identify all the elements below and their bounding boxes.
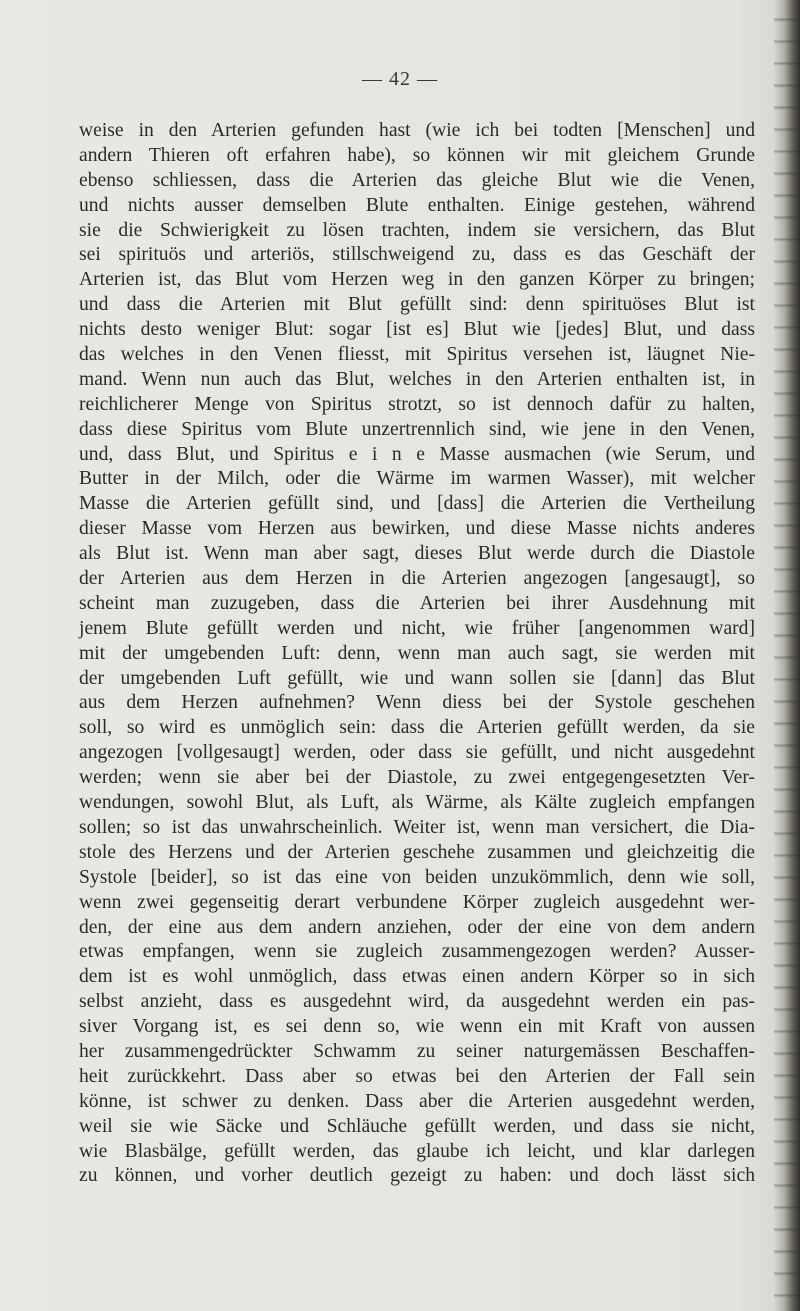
text-line: selbst anzieht, dass es ausgedehnt wird, da ausgedehnt werden ein pas- <box>79 991 755 1013</box>
text-line: dem ist es wohl unmöglich, dass etwas einen andern Körper so in sich <box>79 966 755 988</box>
body-text <box>79 119 755 1189</box>
text-line: wie Blasbälge, gefüllt werden, das glaube ich leicht, und klar darlegen <box>79 1140 755 1162</box>
page-number-text: — 42 — <box>362 68 438 90</box>
text-line: scheint man zuzugeben, dass die Arterien bei ihrer Ausdehnung mit <box>79 592 755 614</box>
text-line: und nichts ausser demselben Blute enthalten. Einige gestehen, während <box>79 194 755 216</box>
text-line: weil sie wie Säcke und Schläuche gefüllt werden, und dass sie nicht, <box>79 1115 755 1137</box>
text-line: heit zurückkehrt. Dass aber so etwas bei den Arterien der Fall sein <box>79 1065 755 1087</box>
text-line: dieser Masse vom Herzen aus bewirken, und diese Masse nichts anderes <box>79 518 755 540</box>
page-binding-edge <box>774 0 800 1311</box>
text-line: den, der eine aus dem andern anziehen, oder der eine von dem andern <box>79 916 755 938</box>
text-line: etwas empfangen, wenn sie zugleich zusammengezogen werden? Ausser- <box>79 941 755 963</box>
text-line: mit der umgebenden Luft: denn, wenn man auch sagt, sie werden mit <box>79 642 755 664</box>
text-line: weise in den Arterien gefunden hast (wie ich bei todten [Menschen] und <box>79 120 755 141</box>
text-line: als Blut ist. Wenn man aber sagt, dieses Blut werde durch die Diastole <box>79 543 755 565</box>
text-line: andern Thieren oft erfahren habe), so können wir mit gleichem Grunde <box>79 144 755 166</box>
text-line: stole des Herzens und der Arterien geschehe zusammen und gleichzeitig die <box>79 841 755 863</box>
text-line: Butter in der Milch, oder die Wärme im warmen Wasser), mit welcher <box>79 468 755 490</box>
page-number <box>0 68 800 91</box>
text-line: sei spirituös und arteriös, stillschweigend zu, dass es das Geschäft der <box>79 244 755 266</box>
text-line: Masse die Arterien gefüllt sind, und [dass] die Arterien die Vertheilung <box>79 493 755 515</box>
text-line: mand. Wenn nun auch das Blut, welches in den Arterien enthalten ist, in <box>79 368 755 390</box>
text-line: und, dass Blut, und Spiritus e i n e Masse ausmachen (wie Serum, und <box>79 443 755 465</box>
text-line: siver Vorgang ist, es sei denn so, wie wenn ein mit Kraft von aussen <box>79 1016 755 1038</box>
text-line: Arterien ist, das Blut vom Herzen weg in den ganzen Körper zu bringen; <box>79 269 755 291</box>
text-line: das welches in den Venen fliesst, mit Spiritus versehen ist, läugnet Nie- <box>79 344 755 366</box>
text-line: zu können, und vorher deutlich gezeigt zu haben: und doch lässt sich <box>79 1165 755 1187</box>
text-line: soll, so wird es unmöglich sein: dass die Arterien gefüllt werden, da sie <box>79 717 755 739</box>
text-line: und dass die Arterien mit Blut gefüllt sind: denn spirituöses Blut ist <box>79 294 755 316</box>
text-line: der umgebenden Luft gefüllt, wie und wann sollen sie [dann] das Blut <box>79 667 755 689</box>
text-line: her zusammengedrückter Schwamm zu seiner naturgemässen Beschaffen- <box>79 1040 755 1062</box>
text-line: reichlicherer Menge von Spiritus strotzt, so ist dennoch dafür zu halten, <box>79 393 755 415</box>
text-line: ebenso schliessen, dass die Arterien das gleiche Blut wie die Venen, <box>79 169 755 191</box>
text-line: sie die Schwierigkeit zu lösen trachten, indem sie versichern, das Blut <box>79 219 755 241</box>
text-line: dass diese Spiritus vom Blute unzertrennlich sind, wie jene in den Venen, <box>79 418 755 440</box>
text-line: angezogen [vollgesaugt] werden, oder dass sie gefüllt, und nicht ausgedehnt <box>79 742 755 764</box>
text-line: wendungen, sowohl Blut, als Luft, als Wärme, als Kälte zugleich empfangen <box>79 792 755 814</box>
text-line: aus dem Herzen aufnehmen? Wenn diess bei der Systole geschehen <box>79 692 755 714</box>
text-line: könne, ist schwer zu denken. Dass aber die Arterien ausgedehnt werden, <box>79 1090 755 1112</box>
text-line: wenn zwei gegenseitig derart verbundene Körper zugleich ausgedehnt wer- <box>79 891 755 913</box>
text-line: Systole [beider], so ist das eine von beiden unzukömmlich, denn wie soll, <box>79 866 755 888</box>
text-line: jenem Blute gefüllt werden und nicht, wie früher [angenommen ward] <box>79 617 755 639</box>
text-line: sollen; so ist das unwahrscheinlich. Weiter ist, wenn man versichert, die Dia- <box>79 816 755 838</box>
text-line: nichts desto weniger Blut: sogar [ist es] Blut wie [jedes] Blut, und dass <box>79 319 755 341</box>
text-line: werden; wenn sie aber bei der Diastole, zu zwei entgegengesetzten Ver- <box>79 767 755 789</box>
text-line: der Arterien aus dem Herzen in die Arterien angezogen [angesaugt], so <box>79 568 755 590</box>
